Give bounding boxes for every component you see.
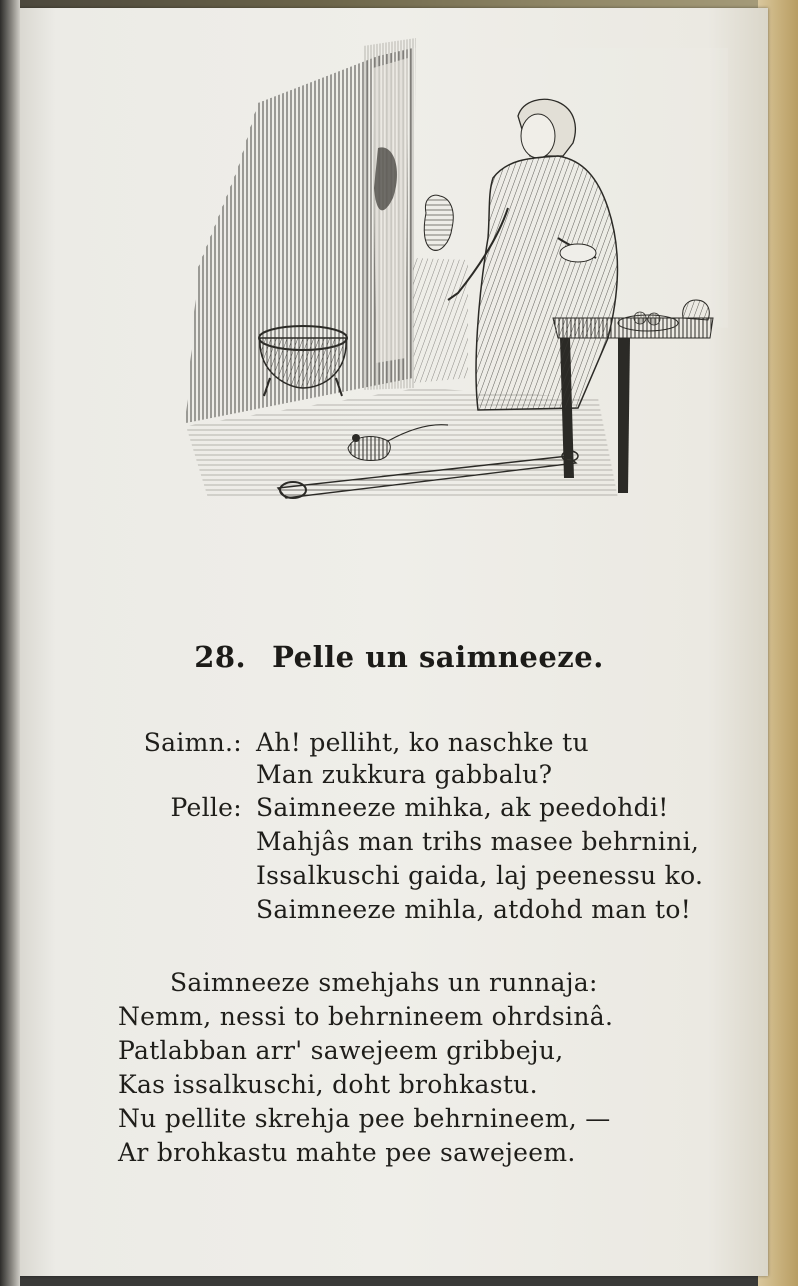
verse-line: Kas issalkuschi, doht brohkastu. <box>118 1070 538 1099</box>
verse-line: Patlabban arr' sawejeem gribbeju, <box>118 1036 564 1065</box>
speaker-label: Pelle: <box>170 793 242 822</box>
section-title: Pelle un saimneeze. <box>272 640 604 674</box>
speaker-label: Saimn.: <box>143 728 242 757</box>
verse-line: Nu pellite skrehja pee behrnineem, — <box>118 1104 611 1133</box>
verse-line: Saimneeze mihka, ak peedohdi! <box>256 793 669 822</box>
section-heading <box>0 640 798 674</box>
verse-line: Saimneeze mihla, atdohd man to! <box>256 895 692 924</box>
verse-line: Nemm, nessi to behrnineem ohrdsinâ. <box>118 1002 614 1031</box>
verse-line: Ar brohkastu mahte pee sawejeem. <box>118 1138 576 1167</box>
verse-line: Ah! pelliht, ko naschke tu <box>256 728 589 757</box>
section-number: 28. <box>194 640 247 674</box>
verse-line: Mahjâs man trihs masee behrnini, <box>256 827 700 856</box>
verse-line: Saimneeze smehjahs un runnaja: <box>170 968 598 997</box>
verse-line: Man zukkura gabbalu? <box>256 760 553 789</box>
verse-line: Issalkuschi gaida, laj peenessu ko. <box>256 861 704 890</box>
woodcut-illustration <box>178 38 728 508</box>
